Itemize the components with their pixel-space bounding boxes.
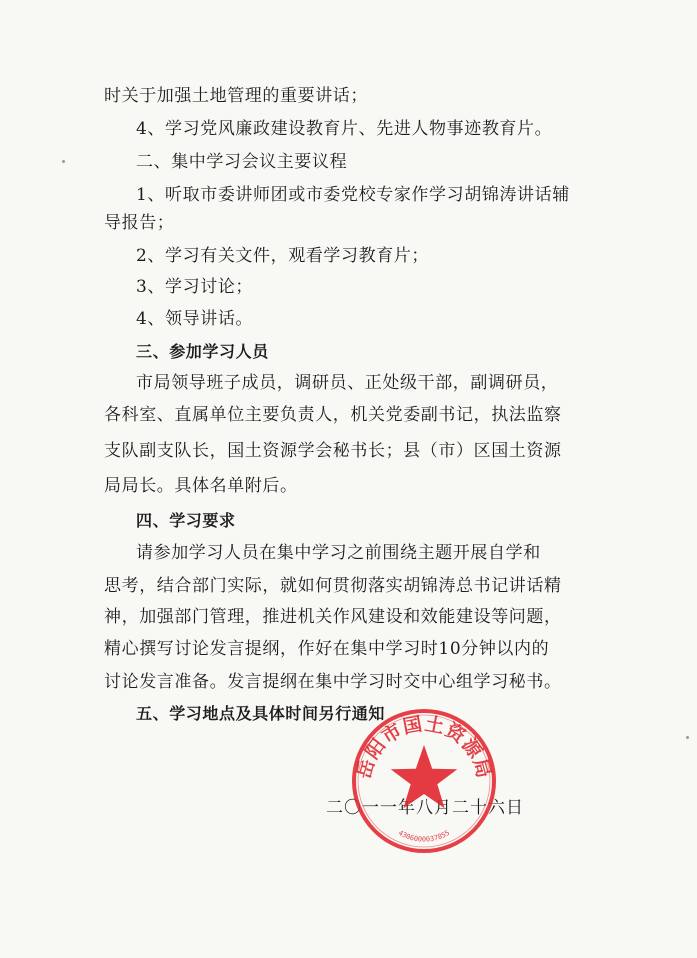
body-line: 2、学习有关文件，观看学习教育片； <box>136 246 430 266</box>
body-line: 导报告； <box>104 213 175 233</box>
body-line: 讨论发言准备。发言提纲在集中学习时交中心组学习秘书。 <box>104 672 562 692</box>
body-line: 3、学习讨论； <box>136 277 254 297</box>
body-line: 请参加学习人员在集中学习之前围绕主题开展自学和 <box>136 543 541 563</box>
body-line: 思考，结合部门实际，就如何贯彻落实胡锦涛总书记讲话精 <box>104 576 562 596</box>
body-line: 市局领导班子成员，调研员、正处级干部，副调研员， <box>136 373 559 393</box>
scan-speck <box>62 160 65 163</box>
section-heading: 四、学习要求 <box>136 511 236 530</box>
body-line: 时关于加强土地管理的重要讲话； <box>104 86 368 106</box>
body-line: 局局长。具体名单附后。 <box>104 476 298 496</box>
body-line: 支队副支队长，国土资源学会秘书长；县（市）区国土资源 <box>104 441 562 461</box>
section-heading: 二、集中学习会议主要议程 <box>136 152 348 172</box>
document-date: 二〇一一年八月二十六日 <box>326 798 524 818</box>
body-line: 精心撰写讨论发言提纲，作好在集中学习时10分钟以内的 <box>104 639 550 659</box>
svg-text:岳阳市国土资源局: 岳阳市国土资源局 <box>352 712 496 782</box>
official-seal-stamp <box>348 705 500 857</box>
body-line: 4、学习党风廉政建设教育片、先进人物事迹教育片。 <box>136 119 553 139</box>
section-heading: 三、参加学习人员 <box>136 342 269 361</box>
svg-text:4306000037855: 4306000037855 <box>396 828 452 844</box>
section-heading: 五、学习地点及具体时间另行通知 <box>136 704 386 723</box>
body-line: 神，加强部门管理，推进机关作风建设和效能建设等问题， <box>104 607 562 627</box>
body-line: 各科室、直属单位主要负责人，机关党委副书记，执法监察 <box>104 405 562 425</box>
body-line: 4、领导讲话。 <box>136 309 254 329</box>
scan-speck <box>686 736 689 739</box>
body-line: 1、听取市委讲师团或市委党校专家作学习胡锦涛讲话辅 <box>136 185 570 205</box>
